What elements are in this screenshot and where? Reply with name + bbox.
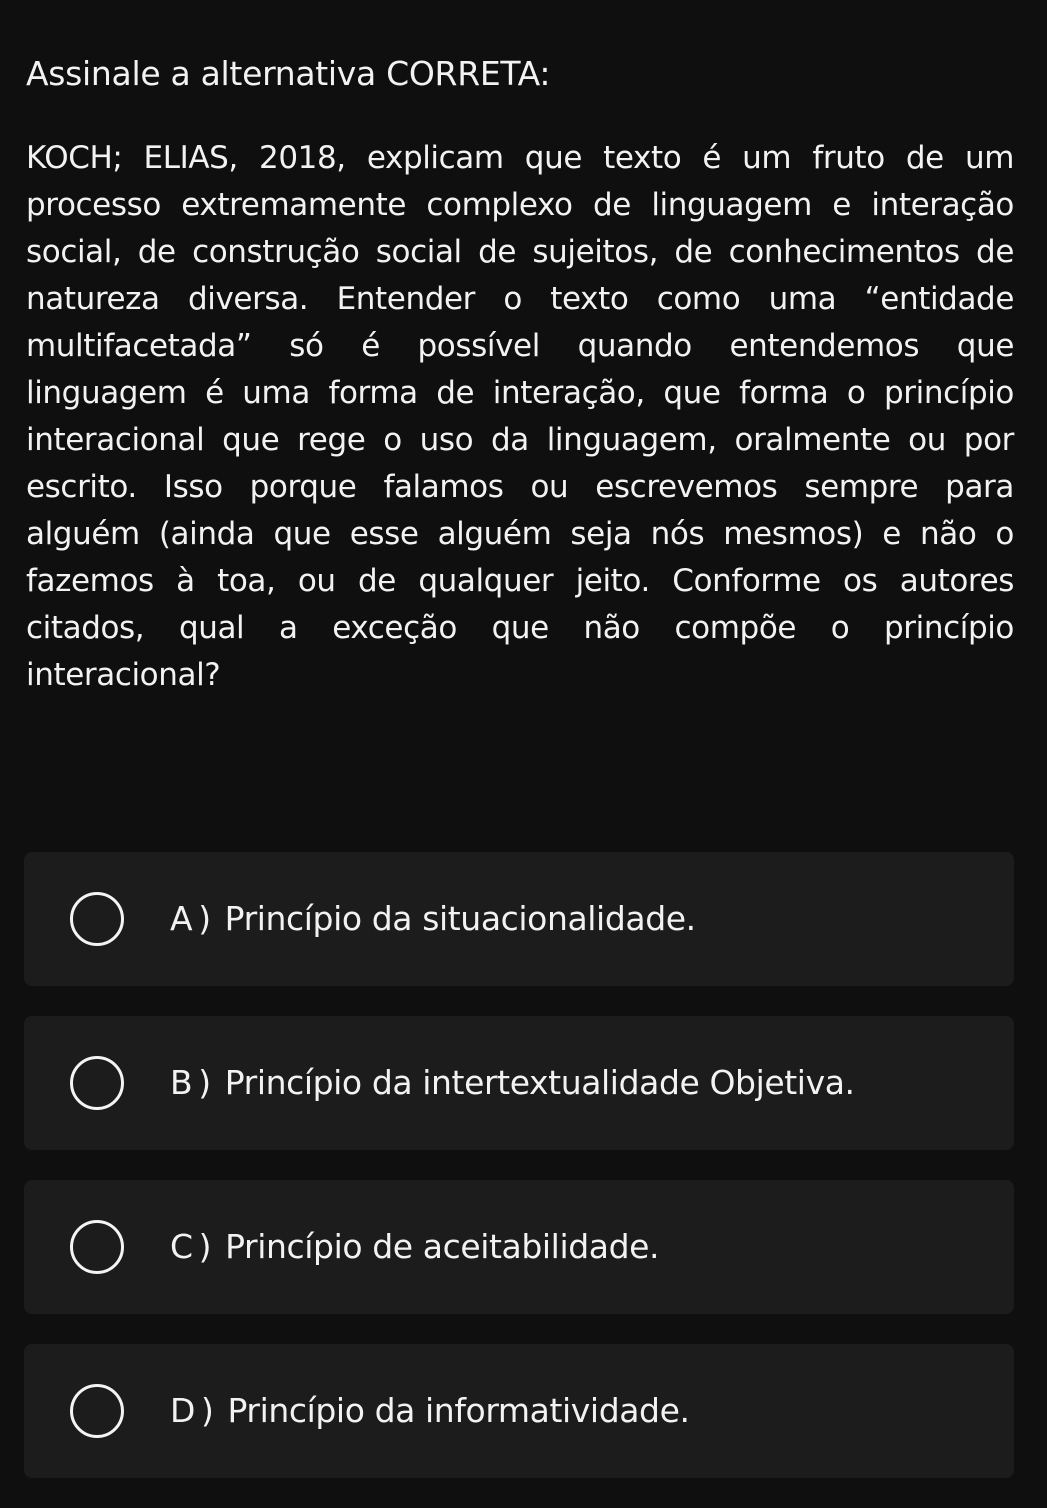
option-d-text <box>170 1389 690 1433</box>
answer-options <box>24 852 1014 1508</box>
radio-unselected-icon[interactable] <box>70 892 124 946</box>
question-text: KOCH; ELIAS, 2018, explicam que texto é um fruto de um processo extremamente complexo de linguagem e interação social, de construção social de sujeitos, de conhecimentos de natureza diversa. Entender o texto como uma “entidade multifacetada” só é possível quando entendemos que linguagem é uma forma de interação, que forma o princípio interacional que rege o uso da linguagem, oralmente ou por escrito. Isso porque falamos ou escrevemos sempre para alguém (ainda que esse alguém seja nós mesmos) e não o fazemos à toa, ou de qualquer jeito. Conforme os autores citados, qual a exceção que não compõe o princípio interacional? <box>26 140 1014 693</box>
option-paren: ) <box>201 1391 214 1430</box>
option-paren: ) <box>198 1227 212 1266</box>
option-label: Princípio da situacionalidade. <box>224 899 696 938</box>
option-a-text <box>170 897 696 941</box>
option-b[interactable] <box>24 1016 1014 1150</box>
option-paren: ) <box>198 899 211 938</box>
option-label: Princípio de aceitabilidade. <box>225 1227 660 1266</box>
option-d[interactable] <box>24 1344 1014 1478</box>
option-b-text <box>170 1061 855 1105</box>
option-c-text <box>170 1225 659 1269</box>
radio-unselected-icon[interactable] <box>70 1220 124 1274</box>
option-label: Princípio da intertextualidade Objetiva. <box>224 1063 855 1102</box>
instruction-text: Assinale a alternativa CORRETA: <box>26 54 551 93</box>
option-a[interactable] <box>24 852 1014 986</box>
option-c[interactable] <box>24 1180 1014 1314</box>
option-paren: ) <box>198 1063 211 1102</box>
radio-unselected-icon[interactable] <box>70 1384 124 1438</box>
option-letter: D <box>170 1391 196 1430</box>
option-label: Princípio da informatividade. <box>227 1391 690 1430</box>
radio-unselected-icon[interactable] <box>70 1056 124 1110</box>
option-letter: B <box>170 1063 193 1102</box>
option-letter: C <box>170 1227 193 1266</box>
option-letter: A <box>170 899 193 938</box>
